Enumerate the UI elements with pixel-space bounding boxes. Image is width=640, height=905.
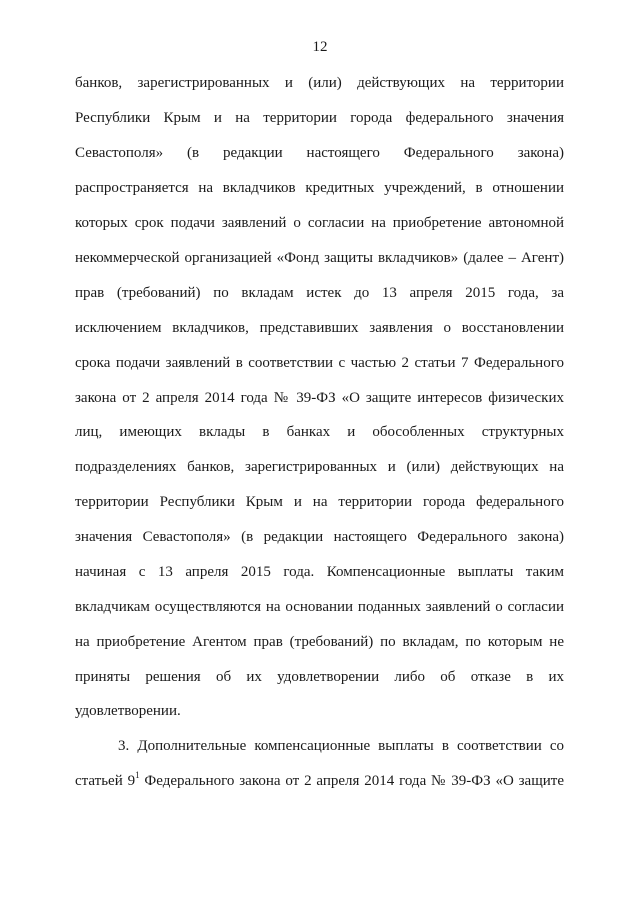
text-line: срока подачи заявлений в соответствии с частью 2 статьи 7 Федерального: [75, 355, 564, 371]
paragraph-3-second-line: [75, 772, 564, 790]
text-line: прав (требований) по вкладам истек до 13 апреля 2015 года, за: [75, 285, 564, 301]
text-line: вкладчикам осуществляются на основании поданных заявлений о согласии: [75, 599, 564, 615]
text-line: банков, зарегистрированных и (или) действующих на территории: [75, 75, 564, 91]
text-line: исключением вкладчиков, представивших заявления о восстановлении: [75, 320, 564, 336]
text-fragment: Федерального закона от 2 апреля 2014 года № 39-ФЗ «О защите: [139, 773, 564, 789]
text-fragment: статьей 9: [75, 773, 136, 789]
text-line: значения Севастополя» (в редакции настоящего Федерального закона): [75, 529, 564, 545]
text-line: Севастополя» (в редакции настоящего Федерального закона): [75, 145, 564, 161]
text-line: распространяется на вкладчиков кредитных учреждений, в отношении: [75, 180, 564, 196]
text-line: Республики Крым и на территории города федерального значения: [75, 110, 564, 126]
paragraph-3-first-line: 3. Дополнительные компенсационные выплаты в соответствии со: [118, 738, 564, 754]
superscript: 1: [135, 770, 140, 780]
text-line: территории Республики Крым и на территории города федерального: [75, 494, 564, 510]
text-line: которых срок подачи заявлений о согласии на приобретение автономной: [75, 215, 564, 231]
page-number: 12: [312, 39, 328, 55]
text-line: подразделениях банков, зарегистрированных и (или) действующих на: [75, 459, 564, 475]
text-line: некоммерческой организацией «Фонд защиты вкладчиков» (далее – Агент): [75, 250, 564, 266]
text-line: удовлетворении.: [75, 703, 181, 719]
text-line: на приобретение Агентом прав (требований) по вкладам, по которым не: [75, 634, 564, 650]
text-line: приняты решения об их удовлетворении либо об отказе в их: [75, 669, 564, 685]
text-line: лиц, имеющих вклады в банках и обособленных структурных: [75, 424, 564, 440]
text-line: начиная с 13 апреля 2015 года. Компенсационные выплаты таким: [75, 564, 564, 580]
text-line: закона от 2 апреля 2014 года № 39-ФЗ «О защите интересов физических: [75, 390, 564, 406]
